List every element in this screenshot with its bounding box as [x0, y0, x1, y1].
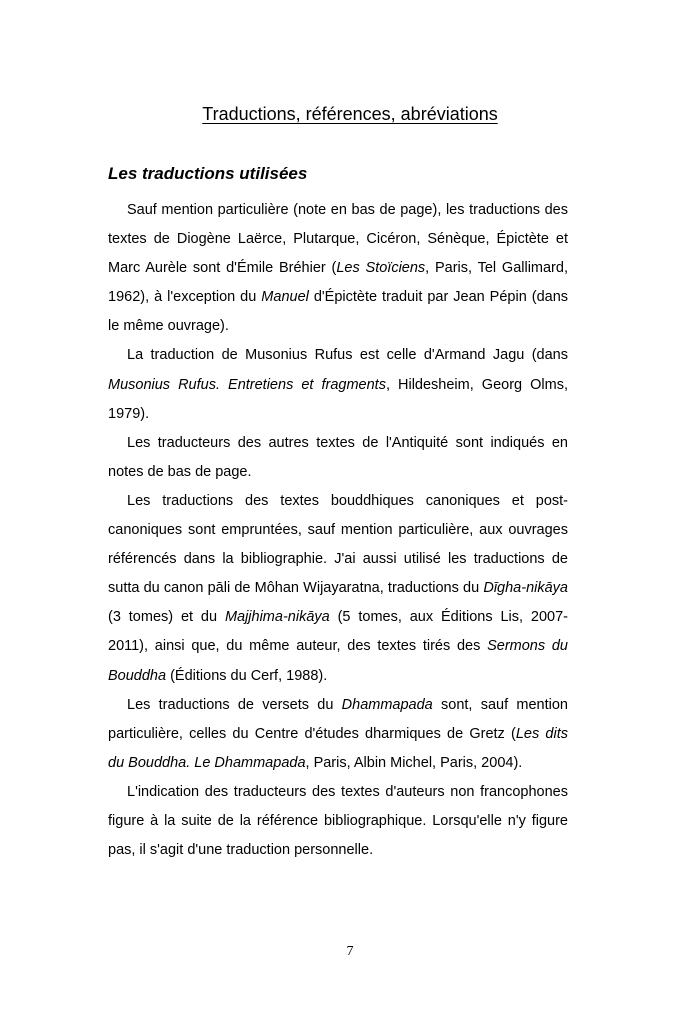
paragraph — [108, 487, 568, 691]
italic-title: Majjhima-nikāya — [224, 609, 330, 626]
page-title: Traductions, références, abréviations — [202, 104, 498, 124]
body-text — [108, 196, 568, 865]
paragraph — [108, 429, 568, 487]
page-number: 7 — [346, 944, 354, 959]
text-segment: Les traducteurs des autres textes de l'Antiquité sont indiqués en notes de bas de page. — [108, 434, 568, 480]
text-segment: (3 tomes) et du — [108, 609, 225, 626]
text-segment: Sauf mention particulière (note en bas de page), les traductions des textes de Diogène Laërce, Plutarque, Cicéron, Sénèque, Épictète et Marc Aurèle sont d'Émile Bréhier ( — [108, 202, 568, 277]
italic-title: Les dits du Bouddha. Le Dhammapada — [108, 725, 568, 771]
italic-title: Dīgha-nikāya — [483, 580, 568, 597]
italic-title: Manuel — [261, 289, 309, 306]
paragraph — [108, 196, 568, 341]
text-segment: d'Épictète traduit par Jean Pépin (dans le même ouvrage). — [108, 289, 569, 335]
text-segment: (5 tomes, aux Éditions Lis, 2007-2011), ainsi que, du même auteur, des textes tirés des — [108, 609, 568, 655]
italic-title: Dhammapada — [341, 696, 433, 713]
text-segment: , Paris, Tel Gallimard, 1962), à l'exception du — [108, 260, 568, 306]
text-segment: Les traductions des textes bouddhiques canoniques et post-canoniques sont empruntées, sauf mention particulière, aux ouvrages référencés dans la bibliographie. J'ai aussi utilisé les traductions de sutta du canon pāli de Môhan Wijayaratna, traductions du — [108, 492, 568, 597]
text-segment: (Éditions du Cerf, 1988). — [166, 667, 328, 684]
paragraph — [108, 778, 568, 865]
section-heading: Les traductions utilisées — [108, 164, 308, 183]
italic-title: Les Stoïciens — [336, 260, 426, 277]
paragraph — [108, 341, 568, 428]
text-segment: , Hildesheim, Georg Olms, 1979). — [108, 376, 568, 422]
paragraph — [108, 691, 568, 778]
text-segment: La traduction de Musonius Rufus est celle d'Armand Jagu (dans — [127, 347, 568, 364]
italic-title: Sermons du Bouddha — [108, 638, 568, 684]
text-segment: sont, sauf mention particulière, celles du Centre d'études dharmiques de Gretz ( — [108, 696, 568, 742]
italic-title: Musonius Rufus. Entretiens et fragments — [108, 376, 386, 393]
text-segment: L'indication des traducteurs des textes d'auteurs non francophones figure à la suite de la référence bibliographique. Lorsqu'elle n'y figure pas, il s'agit d'une traduction personnelle. — [108, 783, 568, 859]
text-segment: Les traductions de versets du — [127, 696, 342, 713]
text-segment: , Paris, Albin Michel, Paris, 2004). — [305, 754, 523, 771]
